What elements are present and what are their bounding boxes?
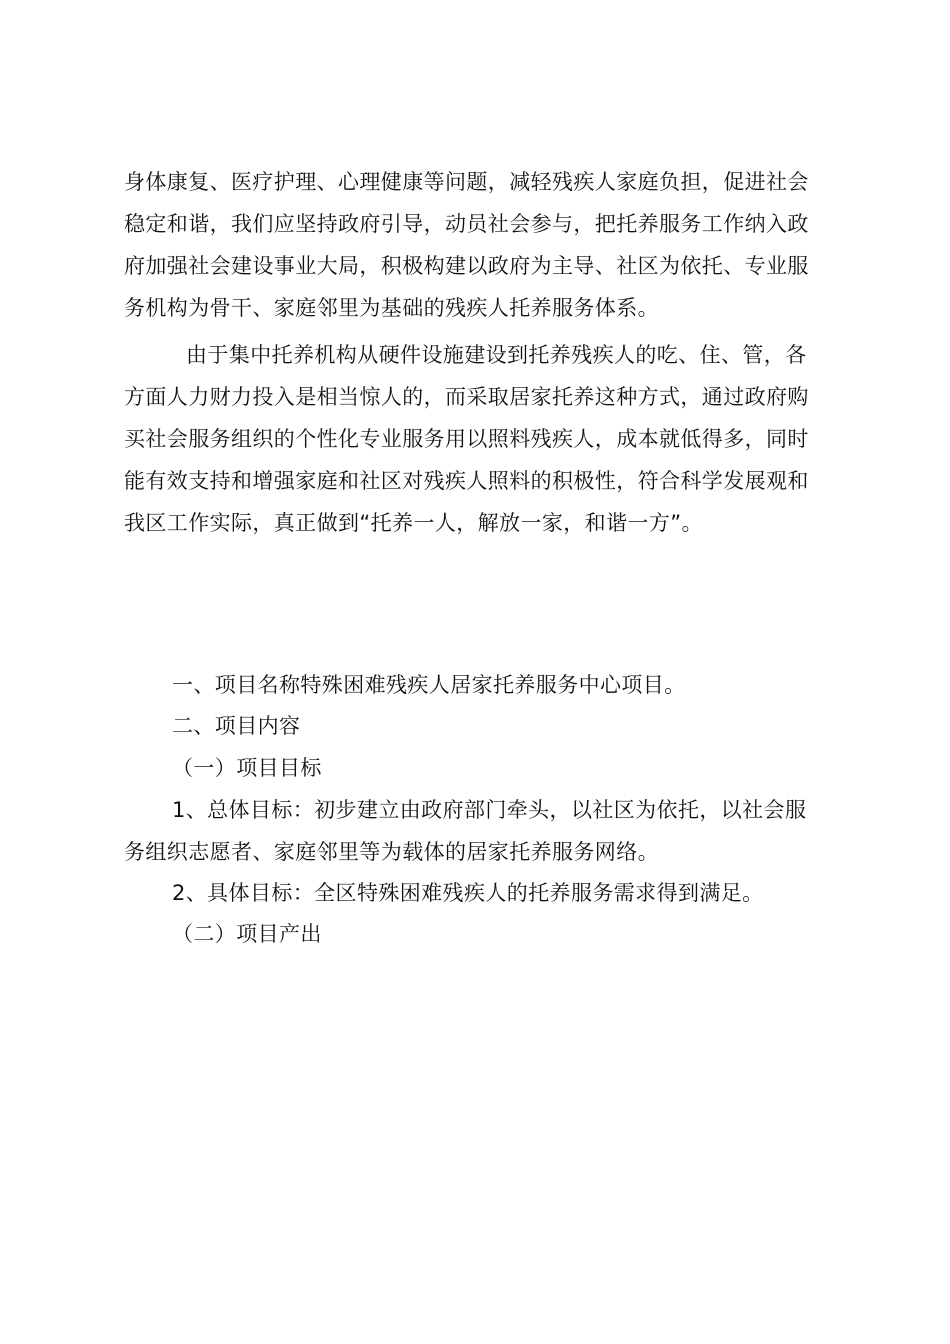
paragraph-2-line-4: 能有效支持和增强家庭和社区对残疾人照料的积极性，符合科学发展观和 bbox=[124, 469, 809, 493]
goal-1-line-2: 务组织志愿者、家庭邻里等为载体的居家托养服务网络。 bbox=[124, 840, 659, 864]
section-2-heading: 二、项目内容 bbox=[172, 714, 301, 738]
paragraph-1-line-4: 务机构为骨干、家庭邻里为基础的残疾人托养服务体系。 bbox=[124, 296, 659, 320]
paragraph-1-line-3: 府加强社会建设事业大局，积极构建以政府为主导、社区为依托、专业服 bbox=[124, 254, 809, 278]
goal-1-line-1: 1、总体目标：初步建立由政府部门牵头，以社区为依托，以社会服 bbox=[172, 798, 807, 822]
subsection-1-heading: （一）项目目标 bbox=[172, 756, 322, 780]
paragraph-2-line-5: 我区工作实际，真正做到“托养一人，解放一家，和谐一方”。 bbox=[124, 511, 703, 535]
paragraph-1-line-2: 稳定和谐，我们应坚持政府引导，动员社会参与，把托养服务工作纳入政 bbox=[124, 212, 809, 236]
paragraph-2-line-3: 买社会服务组织的个性化专业服务用以照料残疾人，成本就低得多，同时 bbox=[124, 427, 809, 451]
goal-2: 2、具体目标：全区特殊困难残疾人的托养服务需求得到满足。 bbox=[172, 881, 764, 905]
paragraph-2-line-2: 方面人力财力投入是相当惊人的，而采取居家托养这种方式，通过政府购 bbox=[124, 385, 809, 409]
paragraph-2-line-1: 由于集中托养机构从硬件设施建设到托养残疾人的吃、住、管，各 bbox=[186, 343, 807, 367]
section-1-heading: 一、项目名称特殊困难残疾人居家托养服务中心项目。 bbox=[172, 673, 686, 697]
paragraph-1-line-1: 身体康复、医疗护理、心理健康等问题，减轻残疾人家庭负担，促进社会 bbox=[124, 170, 809, 194]
subsection-2-heading: （二）项目产出 bbox=[172, 922, 322, 946]
